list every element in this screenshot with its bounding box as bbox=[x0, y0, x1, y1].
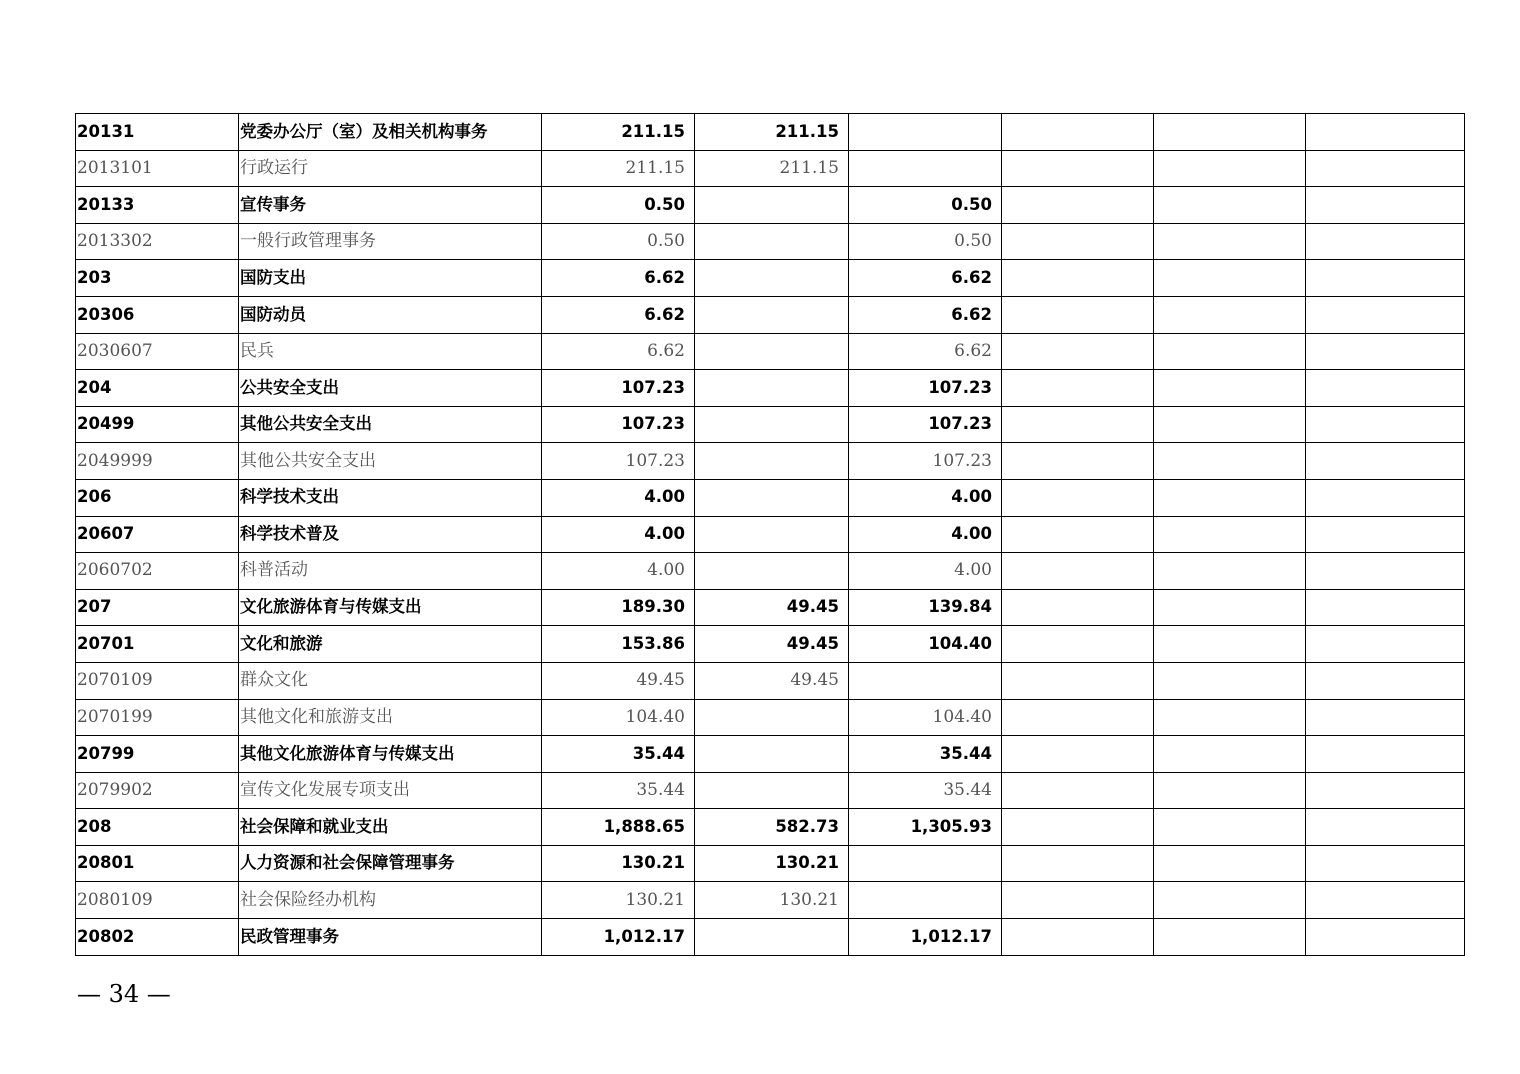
table-row bbox=[76, 662, 1465, 699]
cell-col8 bbox=[1306, 370, 1465, 407]
cell-name: 民兵 bbox=[239, 333, 542, 370]
cell-total: 4.00 bbox=[542, 553, 695, 590]
cell-col7 bbox=[1154, 919, 1306, 956]
cell-basic bbox=[695, 333, 849, 370]
cell-total: 35.44 bbox=[542, 772, 695, 809]
cell-project: 139.84 bbox=[849, 589, 1002, 626]
cell-project: 6.62 bbox=[849, 333, 1002, 370]
cell-col7 bbox=[1154, 882, 1306, 919]
cell-col6 bbox=[1002, 406, 1154, 443]
cell-name: 国防支出 bbox=[239, 260, 542, 297]
cell-total: 6.62 bbox=[542, 333, 695, 370]
cell-col6 bbox=[1002, 589, 1154, 626]
cell-project: 6.62 bbox=[849, 260, 1002, 297]
table-row bbox=[76, 333, 1465, 370]
cell-basic bbox=[695, 406, 849, 443]
cell-col8 bbox=[1306, 114, 1465, 151]
cell-total: 0.50 bbox=[542, 223, 695, 260]
budget-table-body bbox=[76, 114, 1465, 956]
cell-basic: 211.15 bbox=[695, 150, 849, 187]
cell-total: 35.44 bbox=[542, 736, 695, 773]
table-row bbox=[76, 406, 1465, 443]
cell-name: 其他文化和旅游支出 bbox=[239, 699, 542, 736]
cell-col8 bbox=[1306, 772, 1465, 809]
table-row bbox=[76, 370, 1465, 407]
cell-col8 bbox=[1306, 516, 1465, 553]
cell-total: 130.21 bbox=[542, 882, 695, 919]
cell-col6 bbox=[1002, 370, 1154, 407]
table-row bbox=[76, 699, 1465, 736]
cell-code: 206 bbox=[76, 479, 239, 516]
cell-col7 bbox=[1154, 443, 1306, 480]
cell-col6 bbox=[1002, 150, 1154, 187]
cell-basic bbox=[695, 187, 849, 224]
table-row bbox=[76, 809, 1465, 846]
cell-name: 科学技术支出 bbox=[239, 479, 542, 516]
page-number: — 34 — bbox=[77, 980, 171, 1008]
cell-basic bbox=[695, 296, 849, 333]
cell-project: 104.40 bbox=[849, 626, 1002, 663]
cell-basic: 211.15 bbox=[695, 114, 849, 151]
cell-name: 民政管理事务 bbox=[239, 919, 542, 956]
cell-total: 4.00 bbox=[542, 516, 695, 553]
cell-code: 20607 bbox=[76, 516, 239, 553]
cell-col7 bbox=[1154, 370, 1306, 407]
cell-col6 bbox=[1002, 699, 1154, 736]
cell-name: 宣传文化发展专项支出 bbox=[239, 772, 542, 809]
cell-project: 1,305.93 bbox=[849, 809, 1002, 846]
cell-col6 bbox=[1002, 443, 1154, 480]
table-row bbox=[76, 443, 1465, 480]
cell-name: 群众文化 bbox=[239, 662, 542, 699]
cell-project: 35.44 bbox=[849, 772, 1002, 809]
cell-col8 bbox=[1306, 187, 1465, 224]
cell-col7 bbox=[1154, 809, 1306, 846]
cell-basic bbox=[695, 516, 849, 553]
cell-project bbox=[849, 882, 1002, 919]
cell-col8 bbox=[1306, 699, 1465, 736]
cell-project bbox=[849, 150, 1002, 187]
cell-col6 bbox=[1002, 919, 1154, 956]
cell-code: 2070199 bbox=[76, 699, 239, 736]
cell-code: 2030607 bbox=[76, 333, 239, 370]
cell-name: 文化旅游体育与传媒支出 bbox=[239, 589, 542, 626]
cell-col7 bbox=[1154, 260, 1306, 297]
cell-col8 bbox=[1306, 443, 1465, 480]
cell-basic bbox=[695, 370, 849, 407]
table-row bbox=[76, 589, 1465, 626]
cell-col7 bbox=[1154, 296, 1306, 333]
table-row bbox=[76, 736, 1465, 773]
cell-project bbox=[849, 845, 1002, 882]
cell-col6 bbox=[1002, 114, 1154, 151]
cell-total: 6.62 bbox=[542, 260, 695, 297]
cell-name: 科普活动 bbox=[239, 553, 542, 590]
cell-name: 人力资源和社会保障管理事务 bbox=[239, 845, 542, 882]
cell-total: 107.23 bbox=[542, 406, 695, 443]
cell-code: 20701 bbox=[76, 626, 239, 663]
table-row bbox=[76, 150, 1465, 187]
cell-basic bbox=[695, 736, 849, 773]
cell-col7 bbox=[1154, 662, 1306, 699]
cell-col8 bbox=[1306, 626, 1465, 663]
cell-code: 2049999 bbox=[76, 443, 239, 480]
cell-code: 2070109 bbox=[76, 662, 239, 699]
table-row bbox=[76, 114, 1465, 151]
cell-code: 2013101 bbox=[76, 150, 239, 187]
cell-basic bbox=[695, 772, 849, 809]
cell-basic bbox=[695, 919, 849, 956]
cell-col8 bbox=[1306, 919, 1465, 956]
cell-basic bbox=[695, 479, 849, 516]
cell-total: 1,888.65 bbox=[542, 809, 695, 846]
cell-total: 211.15 bbox=[542, 114, 695, 151]
table-row bbox=[76, 882, 1465, 919]
table-row bbox=[76, 479, 1465, 516]
cell-col8 bbox=[1306, 845, 1465, 882]
cell-project: 4.00 bbox=[849, 553, 1002, 590]
cell-name: 文化和旅游 bbox=[239, 626, 542, 663]
cell-project: 35.44 bbox=[849, 736, 1002, 773]
cell-name: 社会保障和就业支出 bbox=[239, 809, 542, 846]
cell-total: 1,012.17 bbox=[542, 919, 695, 956]
cell-project: 0.50 bbox=[849, 223, 1002, 260]
cell-basic bbox=[695, 699, 849, 736]
cell-basic: 49.45 bbox=[695, 662, 849, 699]
table-row bbox=[76, 553, 1465, 590]
cell-total: 49.45 bbox=[542, 662, 695, 699]
cell-col8 bbox=[1306, 150, 1465, 187]
cell-code: 2060702 bbox=[76, 553, 239, 590]
table-row bbox=[76, 516, 1465, 553]
cell-total: 104.40 bbox=[542, 699, 695, 736]
cell-col8 bbox=[1306, 809, 1465, 846]
table-row bbox=[76, 187, 1465, 224]
cell-basic bbox=[695, 443, 849, 480]
cell-code: 20133 bbox=[76, 187, 239, 224]
cell-project: 104.40 bbox=[849, 699, 1002, 736]
cell-name: 公共安全支出 bbox=[239, 370, 542, 407]
cell-col7 bbox=[1154, 150, 1306, 187]
cell-project: 4.00 bbox=[849, 516, 1002, 553]
cell-basic: 49.45 bbox=[695, 626, 849, 663]
cell-col6 bbox=[1002, 845, 1154, 882]
cell-col6 bbox=[1002, 772, 1154, 809]
cell-col6 bbox=[1002, 882, 1154, 919]
cell-col7 bbox=[1154, 479, 1306, 516]
cell-col7 bbox=[1154, 699, 1306, 736]
cell-project: 107.23 bbox=[849, 406, 1002, 443]
cell-total: 0.50 bbox=[542, 187, 695, 224]
cell-total: 153.86 bbox=[542, 626, 695, 663]
cell-basic: 582.73 bbox=[695, 809, 849, 846]
budget-table bbox=[75, 113, 1465, 956]
cell-total: 130.21 bbox=[542, 845, 695, 882]
cell-col7 bbox=[1154, 626, 1306, 663]
cell-col6 bbox=[1002, 516, 1154, 553]
cell-col6 bbox=[1002, 626, 1154, 663]
cell-col7 bbox=[1154, 114, 1306, 151]
cell-col6 bbox=[1002, 223, 1154, 260]
cell-name: 国防动员 bbox=[239, 296, 542, 333]
cell-name: 科学技术普及 bbox=[239, 516, 542, 553]
cell-basic: 130.21 bbox=[695, 845, 849, 882]
table-row bbox=[76, 845, 1465, 882]
cell-col8 bbox=[1306, 260, 1465, 297]
cell-col6 bbox=[1002, 809, 1154, 846]
cell-code: 2080109 bbox=[76, 882, 239, 919]
cell-code: 207 bbox=[76, 589, 239, 626]
cell-col8 bbox=[1306, 296, 1465, 333]
cell-total: 107.23 bbox=[542, 370, 695, 407]
cell-col6 bbox=[1002, 260, 1154, 297]
table-row bbox=[76, 296, 1465, 333]
cell-col8 bbox=[1306, 223, 1465, 260]
cell-name: 党委办公厅（室）及相关机构事务 bbox=[239, 114, 542, 151]
cell-code: 20306 bbox=[76, 296, 239, 333]
table-row bbox=[76, 919, 1465, 956]
cell-code: 20799 bbox=[76, 736, 239, 773]
cell-col7 bbox=[1154, 845, 1306, 882]
table-row bbox=[76, 772, 1465, 809]
cell-code: 203 bbox=[76, 260, 239, 297]
cell-basic bbox=[695, 223, 849, 260]
cell-col6 bbox=[1002, 296, 1154, 333]
cell-code: 204 bbox=[76, 370, 239, 407]
cell-col8 bbox=[1306, 406, 1465, 443]
cell-project bbox=[849, 114, 1002, 151]
cell-col8 bbox=[1306, 333, 1465, 370]
cell-total: 189.30 bbox=[542, 589, 695, 626]
cell-col6 bbox=[1002, 333, 1154, 370]
cell-col6 bbox=[1002, 187, 1154, 224]
cell-code: 20131 bbox=[76, 114, 239, 151]
cell-col7 bbox=[1154, 516, 1306, 553]
cell-project: 1,012.17 bbox=[849, 919, 1002, 956]
cell-col7 bbox=[1154, 406, 1306, 443]
cell-col7 bbox=[1154, 187, 1306, 224]
cell-total: 107.23 bbox=[542, 443, 695, 480]
cell-total: 6.62 bbox=[542, 296, 695, 333]
cell-col8 bbox=[1306, 882, 1465, 919]
cell-code: 20802 bbox=[76, 919, 239, 956]
cell-project: 107.23 bbox=[849, 443, 1002, 480]
cell-name: 社会保险经办机构 bbox=[239, 882, 542, 919]
cell-col7 bbox=[1154, 736, 1306, 773]
cell-col8 bbox=[1306, 479, 1465, 516]
cell-col7 bbox=[1154, 333, 1306, 370]
cell-col8 bbox=[1306, 736, 1465, 773]
cell-col7 bbox=[1154, 772, 1306, 809]
cell-col6 bbox=[1002, 479, 1154, 516]
cell-name: 宣传事务 bbox=[239, 187, 542, 224]
table-row bbox=[76, 626, 1465, 663]
cell-col7 bbox=[1154, 589, 1306, 626]
cell-name: 其他公共安全支出 bbox=[239, 406, 542, 443]
cell-project: 107.23 bbox=[849, 370, 1002, 407]
cell-col6 bbox=[1002, 662, 1154, 699]
cell-basic bbox=[695, 260, 849, 297]
cell-name: 一般行政管理事务 bbox=[239, 223, 542, 260]
cell-project: 4.00 bbox=[849, 479, 1002, 516]
cell-basic bbox=[695, 553, 849, 590]
cell-code: 2013302 bbox=[76, 223, 239, 260]
cell-col8 bbox=[1306, 589, 1465, 626]
cell-name: 其他公共安全支出 bbox=[239, 443, 542, 480]
table-row bbox=[76, 223, 1465, 260]
cell-code: 208 bbox=[76, 809, 239, 846]
cell-project: 6.62 bbox=[849, 296, 1002, 333]
cell-code: 2079902 bbox=[76, 772, 239, 809]
cell-col7 bbox=[1154, 223, 1306, 260]
cell-total: 4.00 bbox=[542, 479, 695, 516]
cell-col7 bbox=[1154, 553, 1306, 590]
cell-col6 bbox=[1002, 736, 1154, 773]
cell-col6 bbox=[1002, 553, 1154, 590]
cell-project bbox=[849, 662, 1002, 699]
cell-col8 bbox=[1306, 553, 1465, 590]
cell-project: 0.50 bbox=[849, 187, 1002, 224]
cell-total: 211.15 bbox=[542, 150, 695, 187]
cell-basic: 49.45 bbox=[695, 589, 849, 626]
cell-name: 其他文化旅游体育与传媒支出 bbox=[239, 736, 542, 773]
cell-col8 bbox=[1306, 662, 1465, 699]
cell-basic: 130.21 bbox=[695, 882, 849, 919]
cell-code: 20499 bbox=[76, 406, 239, 443]
cell-code: 20801 bbox=[76, 845, 239, 882]
table-row bbox=[76, 260, 1465, 297]
cell-name: 行政运行 bbox=[239, 150, 542, 187]
